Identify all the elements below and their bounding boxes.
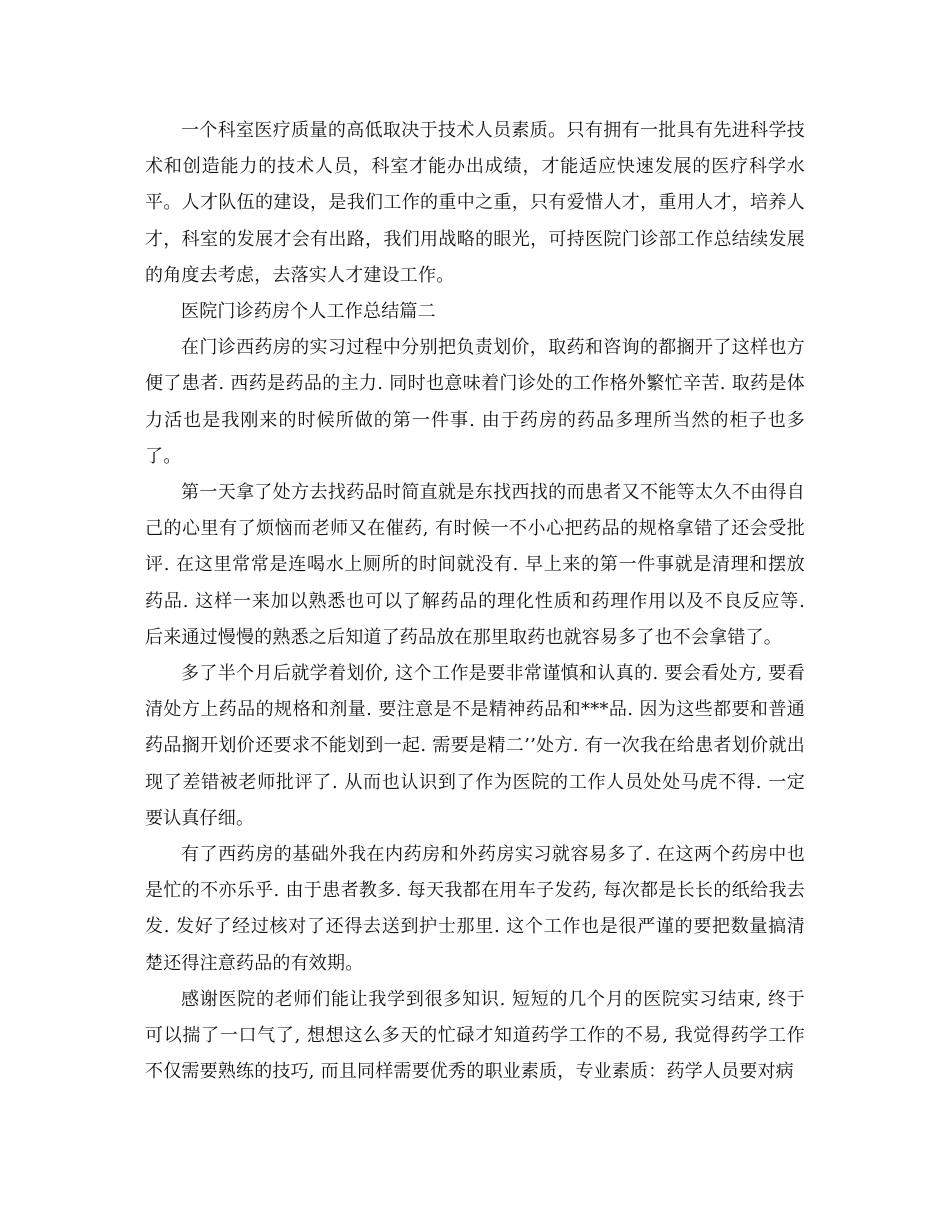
document-body xyxy=(145,113,805,1090)
paragraph-inner-outer-pharmacy: 有了西药房的基础外我在内药房和外药房实习就容易多了. 在这两个药房中也是忙的不亦乐乎. 由于患者教多. 每天我都在用车子发药, 每次都是长长的纸给我去发. 发好了经过核对了还得去送到护士那里. 这个工作也是很严谨的要把数量搞清楚还得注意药品的有效期。 xyxy=(145,844,805,974)
paragraph-pricing: 多了半个月后就学着划价, 这个工作是要非常谨慎和认真的. 要会看处方, 要看清处方上药品的规格和剂量. 要注意是不是精神药品和***品. 因为这些都要和普通药品搁开划价还要求不能划到一起. 需要是精二’’处方. 有一次我在给患者划价就出现了差错被老师批评了. 从而也认识到了作为医院的工作人员处处马虎不得. 一定要认真仔细。 xyxy=(145,663,805,829)
paragraph-thanks: 感谢医院的老师们能让我学到很多知识. 短短的几个月的医院实习结束, 终于可以揣了一口气了, 想想这么多天的忙碌才知道药学工作的不易, 我觉得药学工作不仅需要熟练的技巧, 而且同样需要优秀的职业素质，专业素质：药学人员要对病 xyxy=(145,988,805,1083)
paragraph-first-day: 第一天拿了处方去找药品时简直就是东找西找的而患者又不能等太久不由得自己的心里有了烦恼而老师又在催药, 有时候一不小心把药品的规格拿错了还会受批评. 在这里常常是连喝水上厕所的时间就没有. 早上来的第一件事就是清理和摆放药品. 这样一来加以熟悉也可以了解药品的理化性质和药理作用以及不良反应等. 后来通过慢慢的熟悉之后知道了药品放在那里取药也就容易多了也不会拿错了。 xyxy=(145,482,805,648)
paragraph-talent-building: 一个科室医疗质量的高低取决于技术人员素质。只有拥有一批具有先进科学技术和创造能力的技术人员，科室才能办出成绩，才能适应快速发展的医疗科学水平。人才队伍的建设，是我们工作的重中之重，只有爱惜人才，重用人才，培养人才，科室的发展才会有出路，我们用战略的眼光，可持医院门诊部工作总结续发展的角度去考虑，去落实人才建设工作。 xyxy=(145,120,805,286)
section-heading: 医院门诊药房个人工作总结篇二 xyxy=(181,301,436,323)
paragraph-western-pharmacy: 在门诊西药房的实习过程中分别把负责划价，取药和咨询的都搁开了这样也方便了患者. 西药是药品的主力. 同时也意味着门诊处的工作格外繁忙辛苦. 取药是体力活也是我刚来的时候所做的第一件事. 由于药房的药品多理所当然的柜子也多了。 xyxy=(145,337,805,467)
